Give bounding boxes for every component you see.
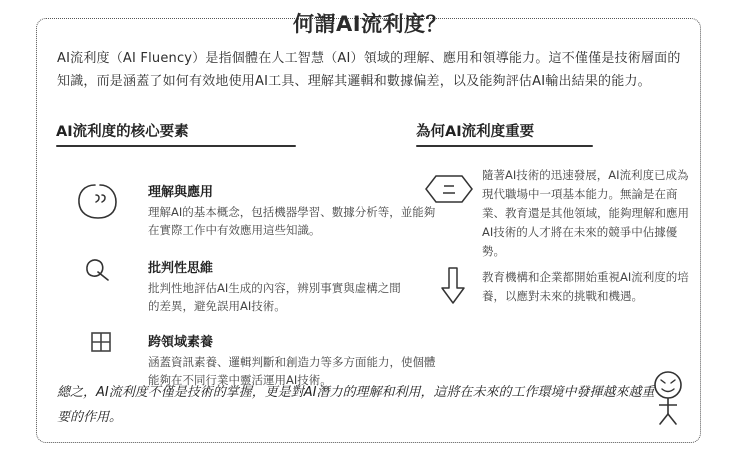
summary-paragraph: 總之，AI流利度不僅是技術的掌握，更是對AI潛力的理解和利用，這將在未來的工作環境中發揮越來越重要的作用。 <box>57 385 655 425</box>
stick-figure-icon <box>648 370 688 432</box>
core-item-understanding <box>148 184 448 239</box>
item-desc: 涵蓋資訊素養、邏輯判斷和創造力等多方面能力，使個體能夠在不同行業中靈活運用AI技術。 <box>148 355 436 387</box>
item-desc: 批判性地評估AI生成的內容，辨別事實與虛構之間的差異，避免誤用AI技術。 <box>148 281 401 313</box>
importance-heading <box>416 122 534 142</box>
importance-heading-text: 為何AI流利度重要 <box>416 124 535 140</box>
down-arrow-icon <box>440 266 466 310</box>
importance-text-2: 教育機構和企業都開始重視AI流利度的培養，以應對未來的挑戰和機遇。 <box>482 270 689 303</box>
item-title: 跨領域素養 <box>148 335 214 350</box>
magnifier-icon <box>83 255 113 289</box>
grid-icon <box>91 332 111 356</box>
importance-text-1: 隨著AI技術的迅速發展，AI流利度已成為現代職場中一項基本能力。無論是在商業、教育還是其他領域，能夠理解和應用AI技術的人才將在未來的競爭中佔據優勢。 <box>482 168 689 258</box>
core-item-critical-thinking <box>148 260 448 315</box>
brain-icon <box>76 181 120 225</box>
item-title: 批判性思維 <box>148 261 214 276</box>
page-title: 何謂AI流利度？ <box>292 12 448 36</box>
item-desc: 理解AI的基本概念，包括機器學習、數據分析等，並能夠在實際工作中有效應用這些知識。 <box>148 205 436 237</box>
item-title: 理解與應用 <box>148 185 214 200</box>
core-elements-heading <box>56 122 189 142</box>
hexagon-icon <box>424 174 474 208</box>
core-elements-heading-text: AI流利度的核心要素 <box>56 124 189 140</box>
heading-underline <box>56 145 296 147</box>
intro-paragraph: AI流利度（AI Fluency）是指個體在人工智慧（AI）領域的理解、應用和領導能力。這不僅僅是技術層面的知識，而是涵蓋了如何有效地使用AI工具、理解其邏輯和數據偏差，以及能夠評估AI輸出結果的能力。 <box>57 51 681 89</box>
heading-underline <box>416 145 593 147</box>
